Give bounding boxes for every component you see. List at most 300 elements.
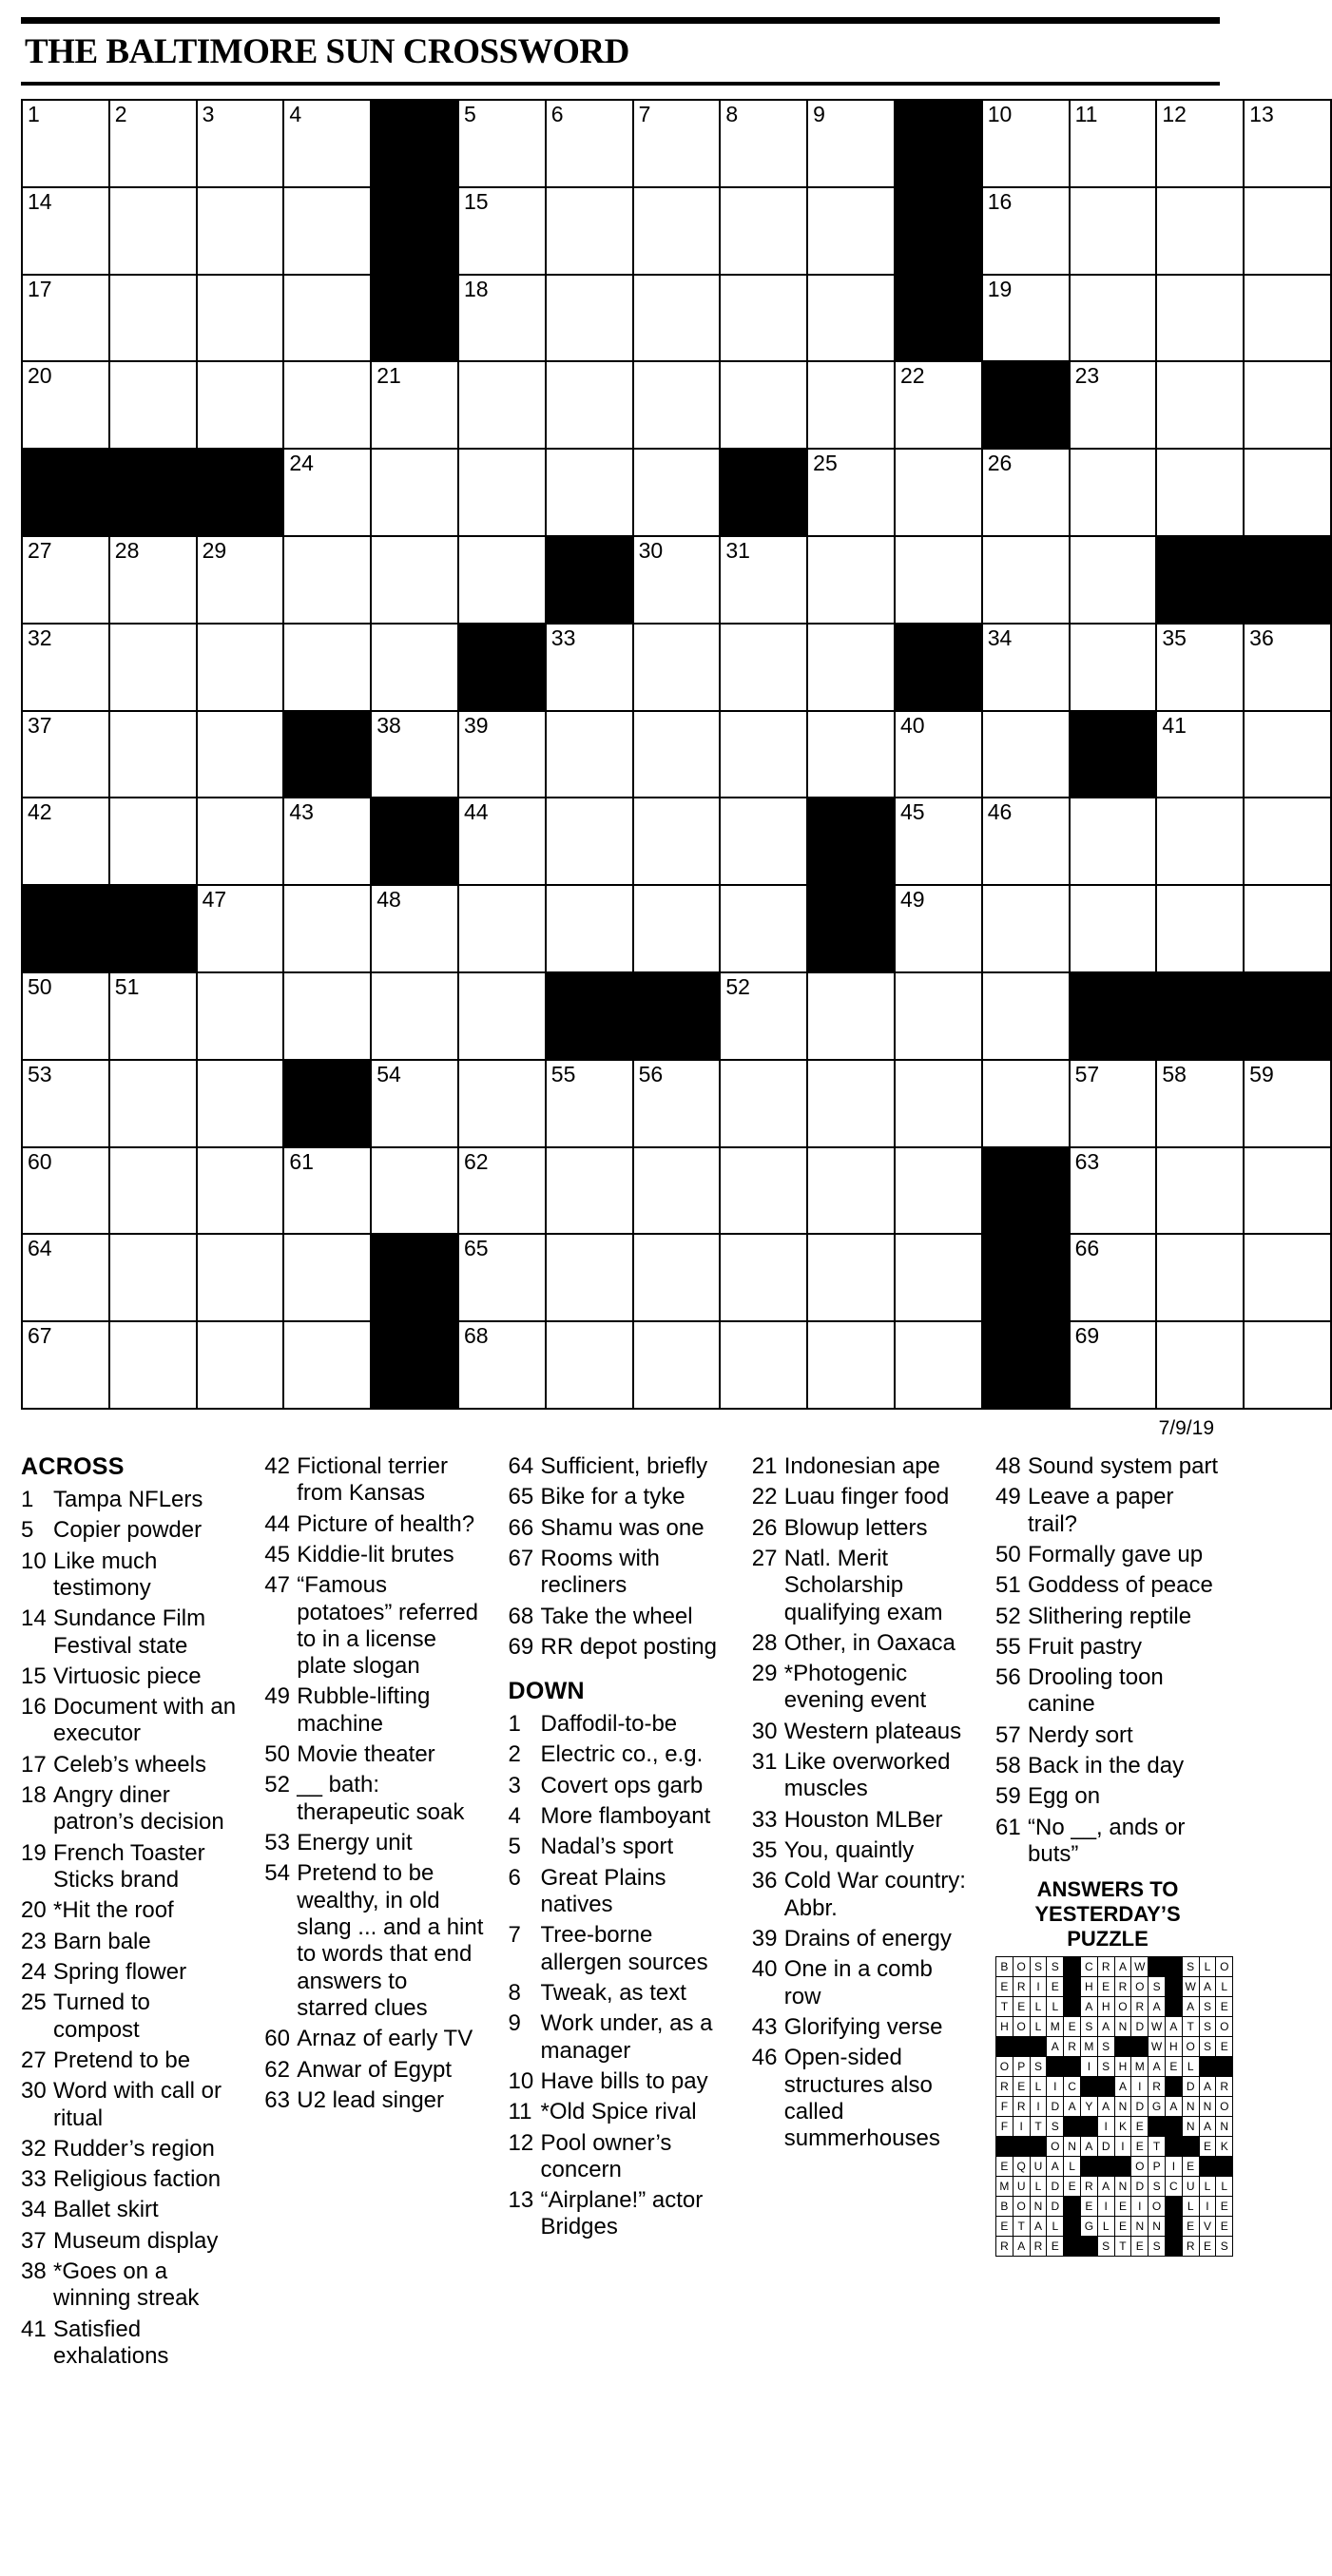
clue-item[interactable] (264, 2026, 483, 2052)
clue-item[interactable] (752, 1484, 971, 1510)
grid-cell[interactable] (1156, 1147, 1244, 1235)
clue-item[interactable] (21, 2166, 240, 2193)
grid-cell[interactable] (109, 1147, 197, 1235)
grid-cell[interactable] (895, 798, 982, 885)
grid-cell[interactable] (1244, 624, 1331, 711)
grid-cell[interactable] (895, 972, 982, 1060)
clue-item[interactable] (509, 1634, 727, 1661)
grid-cell[interactable] (807, 1321, 895, 1409)
grid-cell[interactable] (22, 187, 109, 275)
clue-item[interactable] (21, 2197, 240, 2223)
clue-item[interactable] (752, 1661, 971, 1715)
grid-cell[interactable] (283, 1234, 371, 1321)
grid-cell[interactable] (197, 361, 284, 449)
clue-item[interactable] (21, 1663, 240, 1690)
grid-cell[interactable] (1244, 275, 1331, 362)
grid-cell-number: 69 (1074, 1323, 1100, 1349)
clue-item[interactable] (509, 1922, 727, 1976)
clue-item[interactable] (509, 2187, 727, 2241)
grid-cell[interactable] (197, 798, 284, 885)
grid-cell[interactable] (633, 885, 721, 972)
grid-cell[interactable] (22, 711, 109, 798)
clue-item[interactable] (264, 1542, 483, 1568)
grid-cell[interactable] (1070, 1321, 1157, 1409)
clue-item[interactable] (995, 1815, 1220, 1869)
grid-cell[interactable] (1244, 187, 1331, 275)
answers-cell: K (1216, 2137, 1233, 2157)
answers-cell: L (1216, 1977, 1233, 1997)
grid-cell-number: 47 (202, 887, 227, 913)
grid-cell[interactable] (458, 275, 546, 362)
grid-cell[interactable] (982, 1060, 1070, 1147)
answers-row (996, 2237, 1233, 2257)
grid-cell[interactable] (109, 100, 197, 187)
grid-cell[interactable] (982, 624, 1070, 711)
grid-cell[interactable] (546, 100, 633, 187)
grid-cell[interactable] (22, 972, 109, 1060)
clue-item[interactable] (21, 1897, 240, 1924)
grid-cell[interactable] (109, 1060, 197, 1147)
grid-cell[interactable] (1156, 187, 1244, 275)
grid-cell[interactable] (807, 624, 895, 711)
clue-item[interactable] (752, 1453, 971, 1480)
grid-cell[interactable] (546, 187, 633, 275)
grid-cell[interactable] (458, 187, 546, 275)
grid-cell[interactable] (720, 972, 807, 1060)
grid-cell[interactable] (197, 1321, 284, 1409)
grid-cell[interactable] (1070, 1234, 1157, 1321)
grid-cell[interactable] (109, 798, 197, 885)
grid-cell[interactable] (109, 624, 197, 711)
clue-item[interactable] (509, 2068, 727, 2095)
grid-cell[interactable] (458, 361, 546, 449)
answers-cell: Q (1013, 2157, 1030, 2177)
clue-item[interactable] (264, 2087, 483, 2114)
grid-cell[interactable] (22, 624, 109, 711)
grid-cell-block (807, 798, 895, 885)
grid-cell[interactable] (982, 100, 1070, 187)
grid-cell[interactable] (371, 711, 458, 798)
grid-cell[interactable] (720, 1321, 807, 1409)
grid-cell[interactable] (197, 885, 284, 972)
grid-cell[interactable] (371, 361, 458, 449)
grid-cell[interactable] (1244, 885, 1331, 972)
grid-cell[interactable] (1244, 1060, 1331, 1147)
grid-cell[interactable] (1156, 711, 1244, 798)
clue-item[interactable] (509, 1515, 727, 1542)
grid-cell[interactable] (720, 624, 807, 711)
clue-item[interactable] (509, 2010, 727, 2065)
clue-item[interactable] (509, 1484, 727, 1510)
grid-cell[interactable] (109, 1321, 197, 1409)
answers-cell: L (1047, 2217, 1064, 2237)
clue-item[interactable] (995, 1572, 1220, 1599)
grid-cell[interactable] (371, 972, 458, 1060)
clue-item[interactable] (264, 2057, 483, 2084)
clue-item[interactable] (752, 1749, 971, 1803)
grid-cell[interactable] (720, 187, 807, 275)
clue-item[interactable] (264, 1830, 483, 1856)
clue-item[interactable] (509, 1546, 727, 1600)
grid-cell-number: 1 (28, 102, 40, 126)
grid-cell[interactable] (720, 1060, 807, 1147)
clue-item[interactable] (264, 1741, 483, 1768)
clue-item[interactable] (21, 2259, 240, 2313)
clue-item[interactable] (995, 1664, 1220, 1719)
grid-cell[interactable] (633, 1147, 721, 1235)
clue-item[interactable] (21, 1605, 240, 1660)
answers-cell: S (1097, 2237, 1114, 2257)
clue-item[interactable] (752, 2045, 971, 2152)
grid-cell[interactable] (1244, 711, 1331, 798)
grid-cell[interactable] (1156, 361, 1244, 449)
grid-cell[interactable] (807, 361, 895, 449)
grid-cell[interactable] (371, 624, 458, 711)
grid-cell[interactable] (283, 972, 371, 1060)
grid-cell[interactable] (633, 1060, 721, 1147)
answers-cell: S (1216, 2237, 1233, 2257)
grid-cell[interactable] (22, 536, 109, 624)
grid-cell[interactable] (546, 624, 633, 711)
clue-item[interactable] (509, 1865, 727, 1919)
grid-cell[interactable] (720, 1234, 807, 1321)
grid-cell[interactable] (807, 275, 895, 362)
grid-cell[interactable] (807, 1060, 895, 1147)
grid-cell[interactable] (546, 449, 633, 536)
grid-cell[interactable] (633, 449, 721, 536)
grid-cell[interactable] (895, 1321, 982, 1409)
grid-cell-block (546, 536, 633, 624)
clue-item[interactable] (752, 1807, 971, 1834)
grid-cell[interactable] (1156, 1321, 1244, 1409)
clue-item[interactable] (752, 1515, 971, 1542)
clue-item[interactable] (21, 1517, 240, 1544)
grid-cell[interactable] (720, 361, 807, 449)
clue-item[interactable] (21, 1752, 240, 1778)
clue-text: Movie theater (297, 1741, 435, 1768)
grid-cell[interactable] (109, 711, 197, 798)
grid-cell[interactable] (109, 1234, 197, 1321)
grid-cell[interactable] (458, 100, 546, 187)
grid-cell[interactable] (1070, 1060, 1157, 1147)
clue-item[interactable] (264, 1772, 483, 1826)
grid-cell-number: 20 (28, 363, 52, 389)
grid-cell[interactable] (371, 449, 458, 536)
clue-text: Pretend to be (53, 2047, 191, 2073)
clue-item[interactable] (21, 1487, 240, 1513)
clue-number: 44 (264, 1510, 290, 1537)
clue-item[interactable] (509, 1803, 727, 1830)
grid-cell[interactable] (546, 1234, 633, 1321)
grid-cell[interactable] (283, 624, 371, 711)
grid-cell[interactable] (371, 1147, 458, 1235)
grid-cell[interactable] (1156, 1060, 1244, 1147)
grid-cell[interactable] (197, 624, 284, 711)
grid-cell[interactable] (458, 536, 546, 624)
clue-item[interactable] (509, 2130, 727, 2184)
grid-cell[interactable] (1156, 100, 1244, 187)
clue-text: Museum display (53, 2227, 219, 2254)
grid-cell[interactable] (1156, 275, 1244, 362)
grid-cell[interactable] (283, 449, 371, 536)
grid-cell[interactable] (807, 187, 895, 275)
grid-cell[interactable] (1070, 536, 1157, 624)
clue-item[interactable] (264, 1683, 483, 1738)
grid-cell[interactable] (1156, 1234, 1244, 1321)
grid-cell[interactable] (458, 1060, 546, 1147)
grid-cell[interactable] (633, 536, 721, 624)
grid-cell[interactable] (22, 1147, 109, 1235)
grid-cell[interactable] (283, 536, 371, 624)
grid-cell[interactable] (458, 1234, 546, 1321)
grid-cell[interactable] (807, 1147, 895, 1235)
grid-cell[interactable] (720, 1147, 807, 1235)
grid-cell[interactable] (982, 187, 1070, 275)
grid-cell[interactable] (807, 449, 895, 536)
grid-cell[interactable] (1070, 449, 1157, 536)
grid-cell[interactable] (982, 711, 1070, 798)
grid-cell[interactable] (633, 1321, 721, 1409)
clue-item[interactable] (995, 1604, 1220, 1630)
clue-item[interactable] (995, 1722, 1220, 1749)
grid-cell[interactable] (22, 100, 109, 187)
grid-cell[interactable] (720, 711, 807, 798)
grid-cell[interactable] (283, 1147, 371, 1235)
clue-item[interactable] (21, 2047, 240, 2074)
grid-cell[interactable] (1244, 100, 1331, 187)
grid-cell[interactable] (458, 1147, 546, 1235)
grid-cell[interactable] (197, 275, 284, 362)
clue-item[interactable] (21, 2136, 240, 2163)
grid-cell[interactable] (1156, 449, 1244, 536)
grid-cell[interactable] (720, 275, 807, 362)
grid-cell[interactable] (720, 798, 807, 885)
grid-cell[interactable] (1244, 1234, 1331, 1321)
clue-item[interactable] (21, 2316, 240, 2371)
clue-item[interactable] (509, 1453, 727, 1480)
grid-cell[interactable] (22, 1234, 109, 1321)
grid-cell[interactable] (546, 1060, 633, 1147)
grid-cell[interactable] (720, 536, 807, 624)
clue-number: 46 (751, 2045, 778, 2071)
grid-cell[interactable] (895, 361, 982, 449)
clue-item[interactable] (509, 1834, 727, 1860)
grid-cell[interactable] (895, 1234, 982, 1321)
grid-cell[interactable] (1244, 361, 1331, 449)
grid-cell[interactable] (1070, 187, 1157, 275)
clue-item[interactable] (21, 1959, 240, 1986)
grid-cell[interactable] (458, 711, 546, 798)
grid-cell[interactable] (197, 1060, 284, 1147)
grid-cell[interactable] (197, 711, 284, 798)
grid-cell[interactable] (1244, 1147, 1331, 1235)
clue-item[interactable] (509, 2099, 727, 2125)
clue-item[interactable] (21, 2078, 240, 2132)
clue-item[interactable] (264, 1453, 483, 1508)
clue-text: Celeb’s wheels (53, 1751, 206, 1778)
clue-item[interactable] (509, 1711, 727, 1738)
grid-cell[interactable] (1244, 1321, 1331, 1409)
clue-item[interactable] (264, 1572, 483, 1680)
grid-cell[interactable] (197, 1147, 284, 1235)
grid-cell[interactable] (22, 798, 109, 885)
grid-cell[interactable] (546, 798, 633, 885)
grid-cell[interactable] (633, 187, 721, 275)
clue-item[interactable] (995, 1484, 1220, 1538)
grid-cell[interactable] (807, 100, 895, 187)
grid-cell[interactable] (109, 361, 197, 449)
grid-cell[interactable] (1244, 449, 1331, 536)
clue-item[interactable] (21, 1840, 240, 1894)
grid-cell[interactable] (1070, 275, 1157, 362)
answers-cell: W (1149, 2037, 1166, 2057)
grid-cell[interactable] (283, 798, 371, 885)
clue-number: 2 (508, 1741, 521, 1768)
clue-item[interactable] (995, 1753, 1220, 1779)
grid-cell[interactable] (1070, 885, 1157, 972)
grid-cell[interactable] (283, 100, 371, 187)
grid-cell[interactable] (109, 275, 197, 362)
clue-item[interactable] (21, 2228, 240, 2255)
grid-cell[interactable] (371, 536, 458, 624)
grid-cell[interactable] (982, 972, 1070, 1060)
grid-cell[interactable] (633, 624, 721, 711)
clue-item[interactable] (995, 1783, 1220, 1810)
clue-item[interactable] (752, 1956, 971, 2010)
grid-cell[interactable] (895, 711, 982, 798)
clue-item[interactable] (509, 1604, 727, 1630)
grid-cell[interactable] (895, 885, 982, 972)
grid-cell[interactable] (1070, 361, 1157, 449)
clue-item[interactable] (995, 1542, 1220, 1568)
grid-cell[interactable] (197, 536, 284, 624)
grid-cell[interactable] (895, 1147, 982, 1235)
grid-cell[interactable] (197, 100, 284, 187)
grid-cell[interactable] (1070, 1147, 1157, 1235)
clue-item[interactable] (509, 1741, 727, 1768)
grid-cell[interactable] (633, 1234, 721, 1321)
puzzle-grid[interactable] (21, 99, 1332, 1410)
grid-cell[interactable] (895, 449, 982, 536)
clue-item[interactable] (21, 1782, 240, 1836)
grid-cell[interactable] (22, 1321, 109, 1409)
answers-cell: S (1199, 1997, 1216, 2017)
grid-cell[interactable] (895, 1060, 982, 1147)
clue-item[interactable] (752, 1546, 971, 1626)
grid-cell[interactable] (633, 798, 721, 885)
grid-cell[interactable] (458, 798, 546, 885)
grid-cell[interactable] (1070, 100, 1157, 187)
grid-cell[interactable] (22, 1060, 109, 1147)
grid-cell[interactable] (1070, 798, 1157, 885)
clue-item[interactable] (995, 1453, 1220, 1480)
grid-cell[interactable] (807, 536, 895, 624)
grid-cell[interactable] (982, 885, 1070, 972)
grid-cell[interactable] (109, 187, 197, 275)
grid-cell[interactable] (1070, 624, 1157, 711)
grid-cell[interactable] (633, 361, 721, 449)
clue-item[interactable] (752, 1926, 971, 1952)
grid-cell[interactable] (109, 972, 197, 1060)
grid-cell[interactable] (1156, 624, 1244, 711)
grid-cell[interactable] (720, 100, 807, 187)
grid-cell[interactable] (982, 275, 1070, 362)
clue-item[interactable] (752, 1837, 971, 1864)
grid-cell[interactable] (197, 1234, 284, 1321)
grid-cell[interactable] (197, 972, 284, 1060)
grid-cell[interactable] (546, 885, 633, 972)
grid-cell[interactable] (458, 885, 546, 972)
grid-cell[interactable] (458, 972, 546, 1060)
grid-cell[interactable] (371, 1060, 458, 1147)
grid-cell[interactable] (283, 1321, 371, 1409)
clue-item[interactable] (21, 1694, 240, 1748)
grid-cell[interactable] (1244, 798, 1331, 885)
clue-item[interactable] (21, 1929, 240, 1955)
grid-cell[interactable] (982, 449, 1070, 536)
clue-number: 57 (995, 1721, 1021, 1748)
grid-cell[interactable] (807, 972, 895, 1060)
grid-cell[interactable] (546, 1321, 633, 1409)
clue-item[interactable] (752, 2014, 971, 2041)
clue-item[interactable] (752, 1868, 971, 1922)
grid-cell[interactable] (22, 275, 109, 362)
grid-cell[interactable] (546, 1147, 633, 1235)
grid-cell[interactable] (633, 275, 721, 362)
clue-item[interactable] (509, 1773, 727, 1799)
grid-cell[interactable] (283, 361, 371, 449)
grid-cell[interactable] (546, 275, 633, 362)
clue-item[interactable] (752, 1719, 971, 1745)
grid-cell[interactable] (633, 711, 721, 798)
answers-cell: L (1030, 1997, 1047, 2017)
clue-item[interactable] (264, 1860, 483, 2022)
clue-item[interactable] (752, 1630, 971, 1657)
grid-cell[interactable] (283, 885, 371, 972)
grid-cell[interactable] (458, 449, 546, 536)
answers-cell: N (1216, 2117, 1233, 2137)
grid-cell[interactable] (1156, 798, 1244, 885)
clue-item[interactable] (21, 1990, 240, 2044)
grid-cell[interactable] (807, 1234, 895, 1321)
answers-row (996, 2197, 1233, 2217)
grid-cell[interactable] (283, 275, 371, 362)
grid-cell[interactable] (197, 187, 284, 275)
clue-item[interactable] (509, 1980, 727, 2007)
grid-cell[interactable] (895, 536, 982, 624)
clue-item[interactable] (21, 1548, 240, 1603)
grid-cell[interactable] (458, 1321, 546, 1409)
grid-cell[interactable] (720, 885, 807, 972)
grid-cell[interactable] (546, 361, 633, 449)
clue-item[interactable] (264, 1511, 483, 1538)
answers-cell: E (1216, 2037, 1233, 2057)
answers-row (996, 2177, 1233, 2197)
grid-cell[interactable] (546, 711, 633, 798)
grid-cell[interactable] (633, 100, 721, 187)
grid-cell[interactable] (807, 711, 895, 798)
grid-cell[interactable] (109, 536, 197, 624)
clue-item[interactable] (995, 1634, 1220, 1661)
grid-cell[interactable] (22, 361, 109, 449)
grid-cell[interactable] (1156, 885, 1244, 972)
grid-row (22, 624, 1331, 711)
grid-cell[interactable] (283, 187, 371, 275)
grid-cell[interactable] (982, 798, 1070, 885)
grid-cell[interactable] (982, 536, 1070, 624)
answers-cell: P (1149, 2157, 1166, 2177)
grid-cell[interactable] (371, 885, 458, 972)
